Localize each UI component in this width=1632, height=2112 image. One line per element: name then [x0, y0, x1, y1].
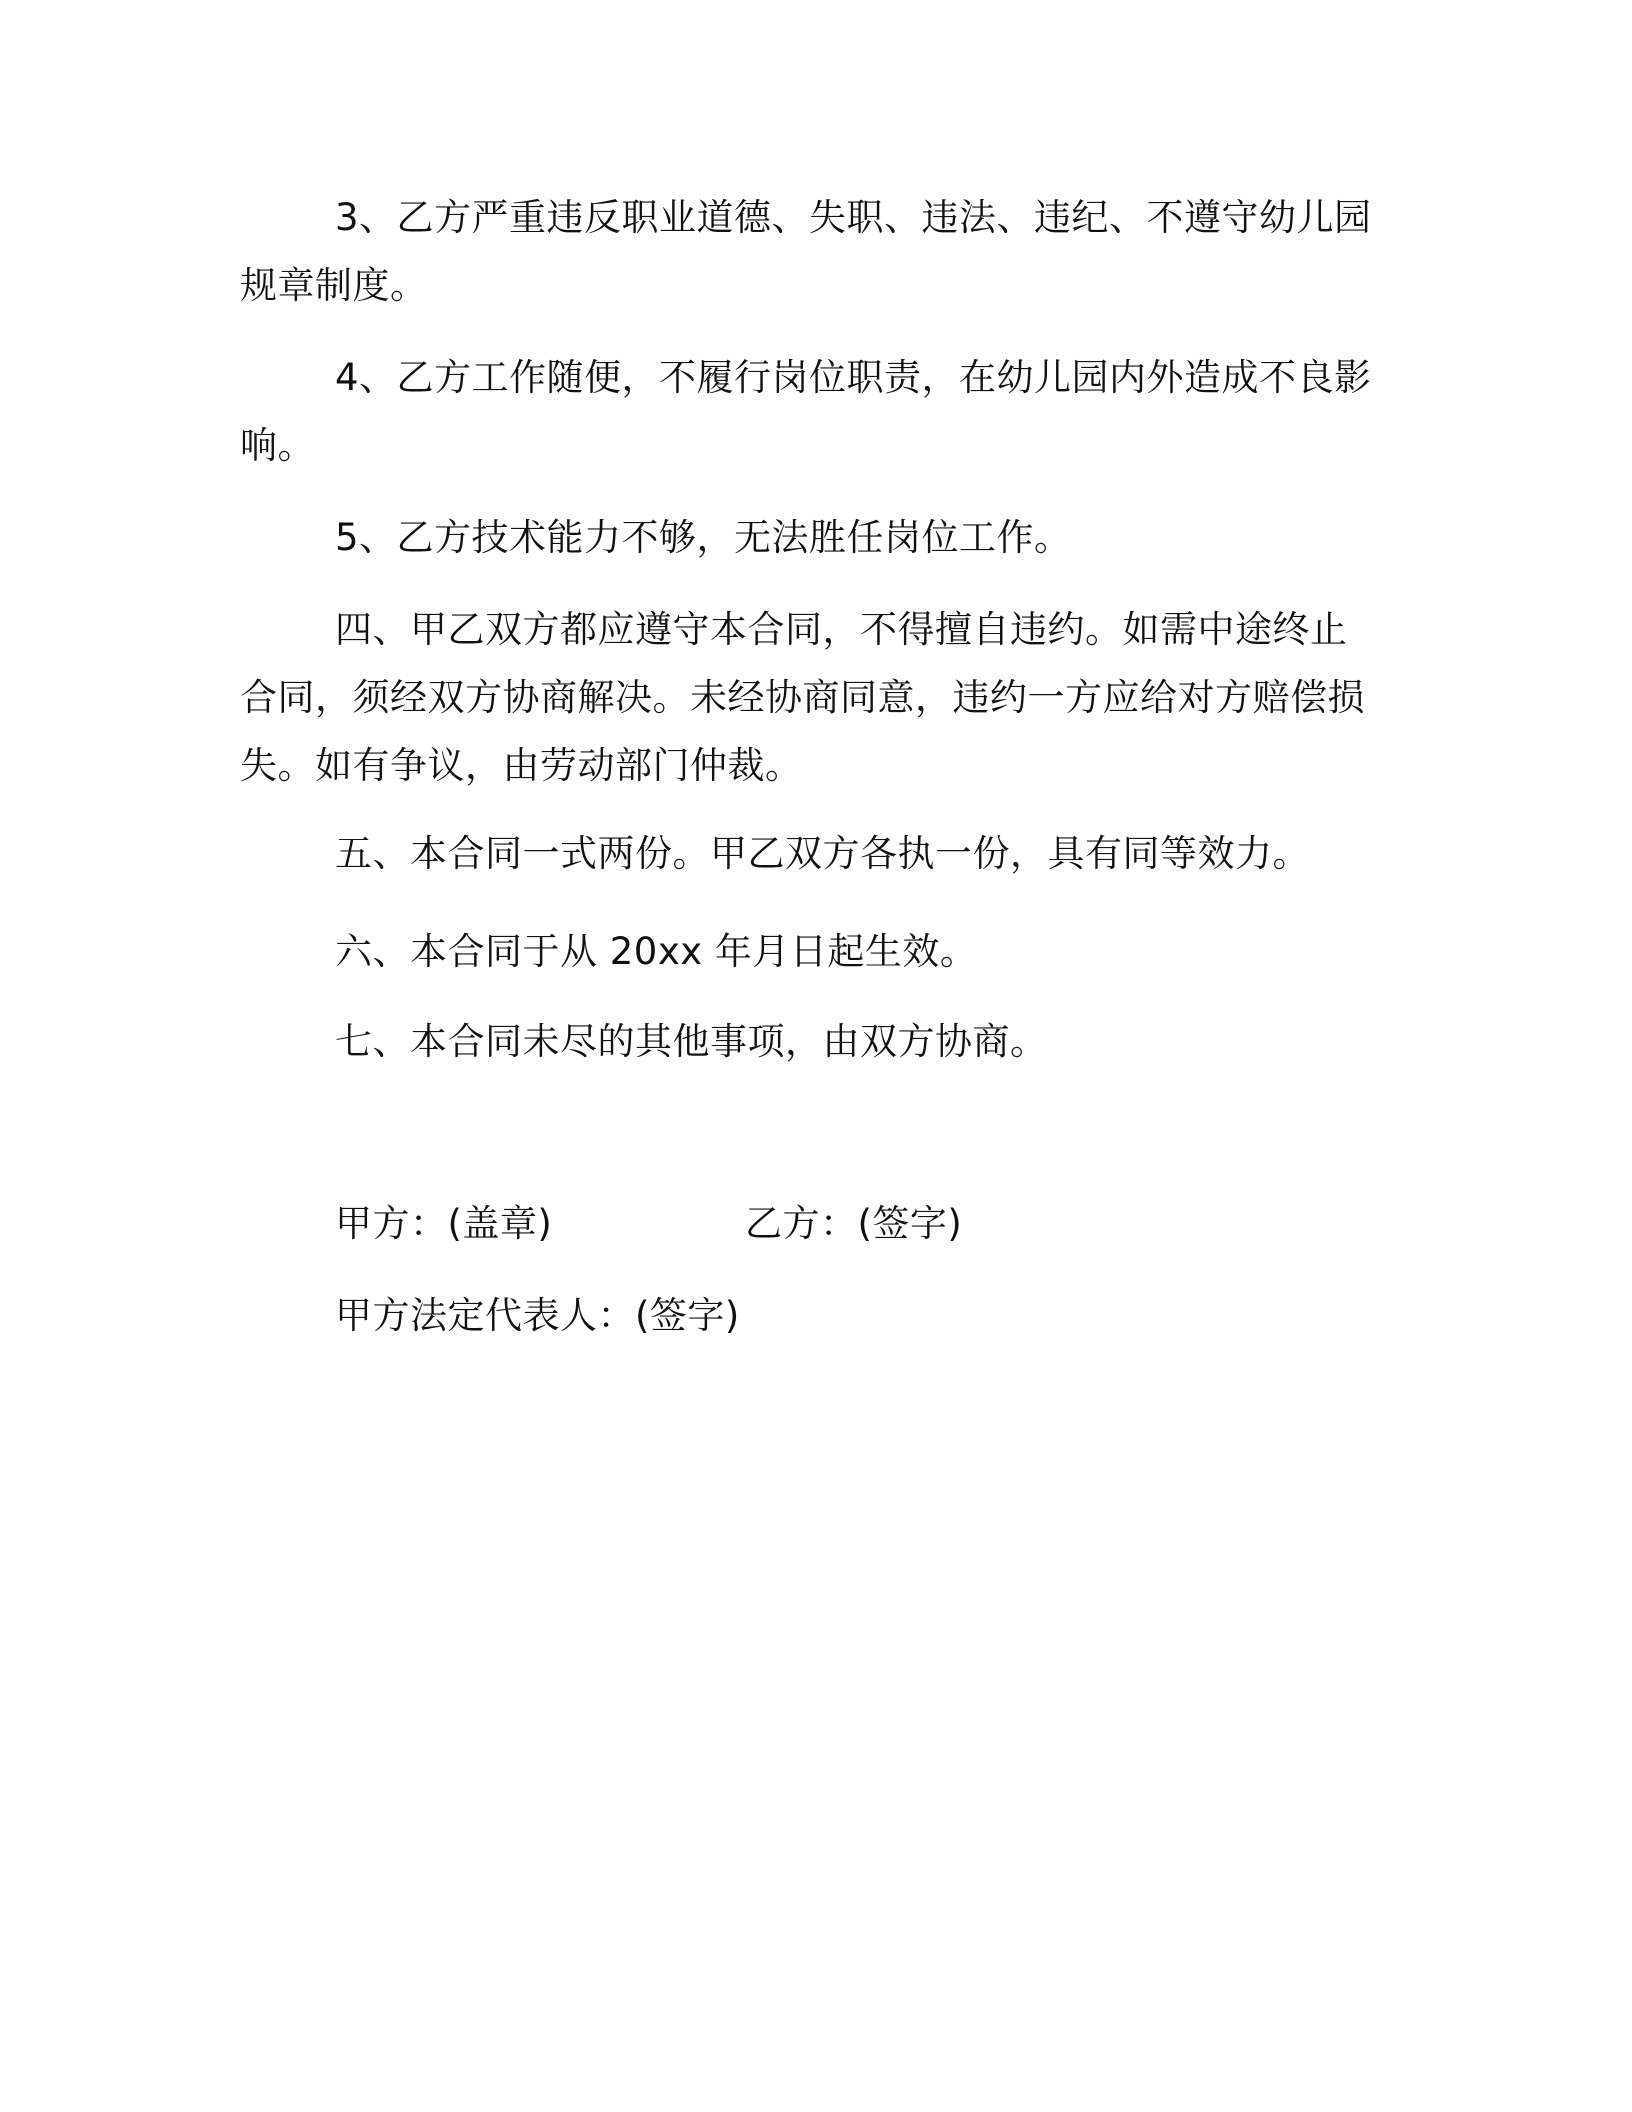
- clause-seven: 七、本合同未尽的其他事项，由双方协商。: [335, 1020, 1048, 1063]
- clause-3: 3、乙方严重违反职业道德、失职、违法、违纪、不遵守幼儿园规章制度。: [240, 196, 1372, 307]
- signature-party-a-representative: 甲方法定代表人：(签字): [335, 1294, 740, 1337]
- signature-party-a: 甲方：(盖章): [335, 1202, 553, 1245]
- clause-five: 五、本合同一式两份。甲乙双方各执一份，具有同等效力。: [335, 832, 1310, 875]
- clause-six: 六、本合同于从 20xx 年月日起生效。: [335, 930, 978, 973]
- clause-4: 4、乙方工作随便，不履行岗位职责，在幼儿园内外造成不良影响。: [240, 356, 1372, 467]
- clause-four: 四、甲乙双方都应遵守本合同，不得擅自违约。如需中途终止合同，须经双方协商解决。未经协商同意，违约一方应给对方赔偿损失。如有争议，由劳动部门仲裁。: [240, 608, 1365, 787]
- clause-5: 5、乙方技术能力不够，无法胜任岗位工作。: [335, 516, 1072, 559]
- signature-party-b: 乙方：(签字): [745, 1202, 963, 1245]
